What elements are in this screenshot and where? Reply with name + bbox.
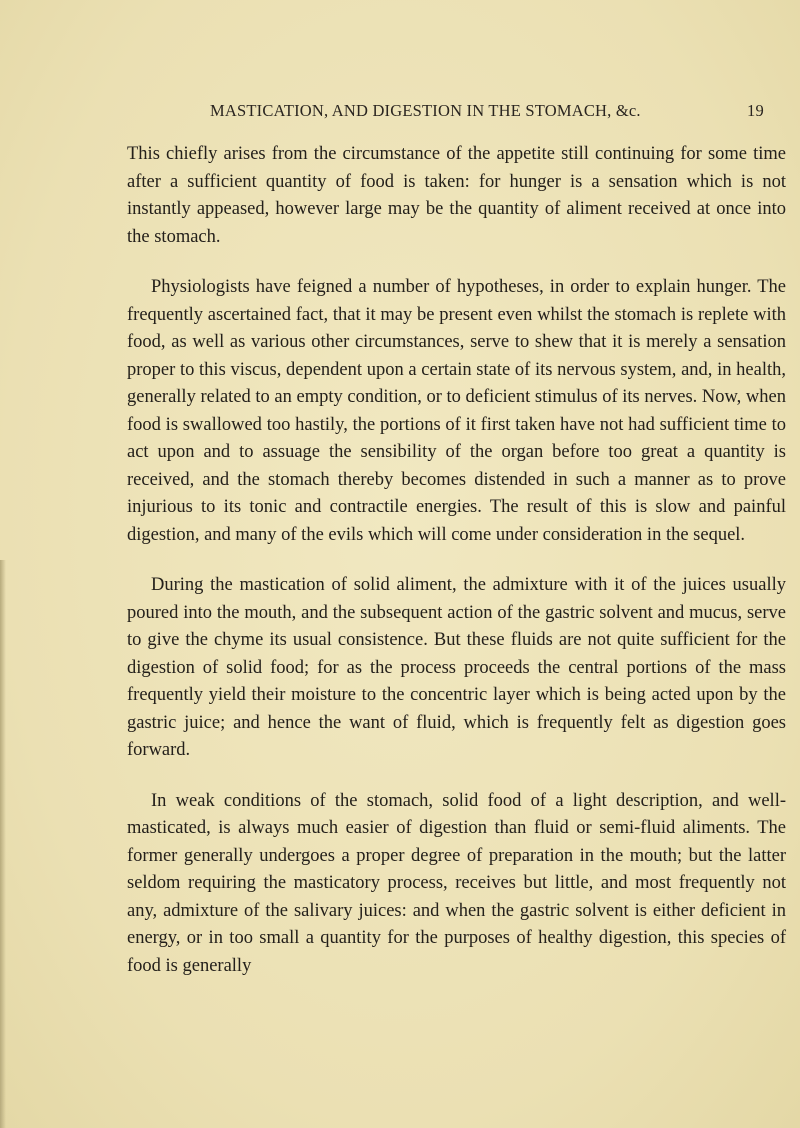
page-edge-shadow — [0, 560, 6, 1128]
paragraph-2: Physiologists have feigned a number of hypotheses, in order to explain hunger. The frequently ascertained fact, that it may be present even whilst the stomach is replete with food, as well as various other circumstances, serve to shew that it is merely a sensation proper to this viscus, dependent upon a certain state of its nervous system, and, in health, generally related to an empty condition, or to deficient stimulus of its nerves. Now, when food is swallowed too hastily, the portions of it first taken have not had sufficient time to act upon and to assuage the sensibility of the organ before too great a quantity is received, and the stomach thereby becomes distended in such a manner as to prove injurious to its tonic and contractile energies. The result of this is slow and painful digestion, and many of the evils which will come under consideration in the sequel. — [127, 277, 786, 545]
paragraph-1: This chiefly arises from the circumstance of the appetite still continuing for some time after a sufficient quantity of food is taken: for hunger is a sensation which is not instantly appeased, however large may be the quantity of aliment received at once into the stomach. — [127, 144, 786, 247]
running-head-title: MASTICATION, AND DIGESTION IN THE STOMACH, &c. — [210, 101, 641, 120]
running-head — [210, 101, 790, 125]
page-number: 19 — [747, 101, 764, 120]
paragraph-3: During the mastication of solid aliment, the admixture with it of the juices usually poured into the mouth, and the subsequent action of the gastric solvent and mucus, serve to give the chyme its usual consistence. But these fluids are not quite sufficient for the digestion of solid food; for as the process proceeds the central portions of the mass frequently yield their moisture to the concentric layer which is being acted upon by the gastric juice; and hence the want of fluid, which is frequently felt as digestion goes forward. — [127, 575, 786, 760]
paragraph-4: In weak conditions of the stomach, solid food of a light description, and well-masticated, is always much easier of digestion than fluid or semi-fluid aliments. The former generally undergoes a proper degree of preparation in the mouth; but the latter seldom requiring the masticatory process, receives but little, and most frequently not any, admixture of the salivary juices: and when the gastric solvent is either deficient in energy, or in too small a quantity for the purposes of healthy digestion, this species of food is generally — [127, 790, 786, 976]
body-text — [127, 141, 786, 1003]
